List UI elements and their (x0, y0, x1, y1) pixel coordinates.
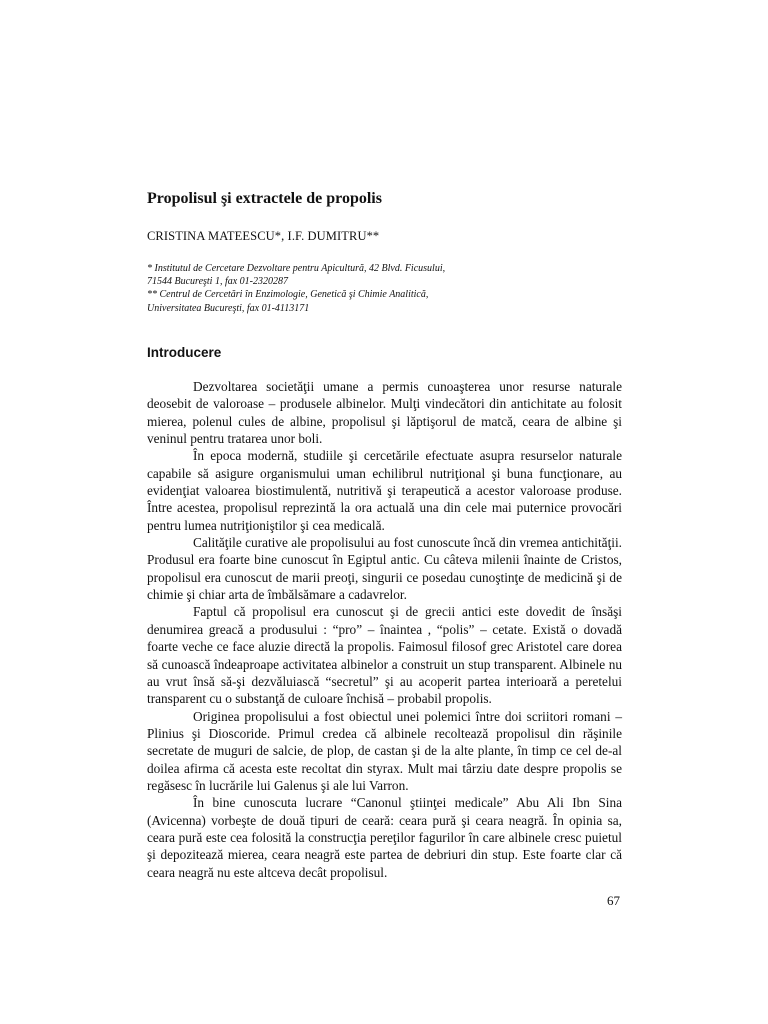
section-body (147, 378, 622, 881)
body-paragraph: În epoca modernă, studiile şi cercetările efectuate asupra resurselor naturale capabile să asigure organismului uman echilibrul nutriţional şi buna funcţionare, au evidenţiat valoarea biostimulentă, nutritivă şi terapeutică a acestor valoroase produse. Între acestea, propolisul reprezintă la ora actuală una din cele mai puternice provocări pentru lumea nutriţioniştilor şi cea medicală. (147, 448, 622, 533)
body-paragraph: Calităţile curative ale propolisului au fost cunoscute încă din vremea antichităţii. Produsul era foarte bine cunoscut în Egiptul antic. Cu câteva milenii înainte de Cristos, propolisul era cunoscut de marii preoţi, singurii ce posedau cunoştinţe de medicină şi de chimie şi chiar arta de îmbălsămare a cadavrelor. (147, 535, 622, 603)
body-paragraph: În bine cunoscuta lucrare “Canonul ştiinţei medicale” Abu Ali Ibn Sina (Avicenna) vorbeşte de două tipuri de ceară: ceara pură şi ceara neagră. În opinia sa, ceara pură este cea folosită la construcţia pereţilor fagurilor în care albinele cresc puietul şi depozitează mierea, ceara neagră este partea de debriuri din stup. Este foarte clar că ceara neagră nu este altceva decât propolisul. (147, 795, 622, 880)
affiliation-line: Universitatea Bucureşti, fax 01-4113171 (147, 302, 310, 314)
body-paragraph: Originea propolisului a fost obiectul unei polemici între doi scriitori romani – Plinius şi Dioscoride. Primul credea că albinele recoltează propolisul din răşinile secretate de muguri de salcie, de plop, de castan şi de la alte plante, în timp ce cel de-al doilea afirma că acesta este recoltat din styrax. Mult mai târziu date despre propolis se regăsesc în lucrările lui Galenus şi ale lui Varron. (147, 708, 622, 793)
body-paragraph: Faptul că propolisul era cunoscut şi de grecii antici este dovedit de însăşi denumirea greacă a produsului : “pro” – înaintea , “polis” – cetate. Există o dovadă foarte veche ce face aluzie directă la propolis. Faimosul filosof grec Aristotel care dorea să cunoască îndeaproape activitatea albinelor a construit un stup transparent. Albinele nu au vrut însă să-şi dezvăluiască “secretul” şi au acoperit partea interioară a peretelui transparent cu o substanţă de culoare închisă – probabil propolis. (147, 604, 622, 707)
affiliation-line: * Institutul de Cercetare Dezvoltare pentru Apicultură, 42 Blvd. Ficusului, (147, 263, 446, 274)
article-authors: CRISTINA MATEESCU*, I.F. DUMITRU** (147, 229, 380, 243)
article-title: Propolisul şi extractele de propolis (147, 190, 382, 207)
affiliation-line: ** Centrul de Cercetări în Enzimologie, Genetică şi Chimie Analitică, (147, 289, 429, 301)
section-heading: Introducere (147, 345, 222, 360)
author-affiliations (147, 262, 627, 315)
page-number: 67 (607, 893, 620, 908)
affiliation-line: 71544 Bucureşti 1, fax 01-2320287 (147, 276, 289, 288)
body-paragraph: Dezvoltarea societăţii umane a permis cunoaşterea unor resurse naturale deosebit de valoroase – produsele albinelor. Mulţi vindecători din antichitate au folosit mierea, polenul cules de albine, propolisul şi lăptişorul de matcă, ceara de albine şi veninul pentru tratarea unor boli. (147, 379, 622, 447)
